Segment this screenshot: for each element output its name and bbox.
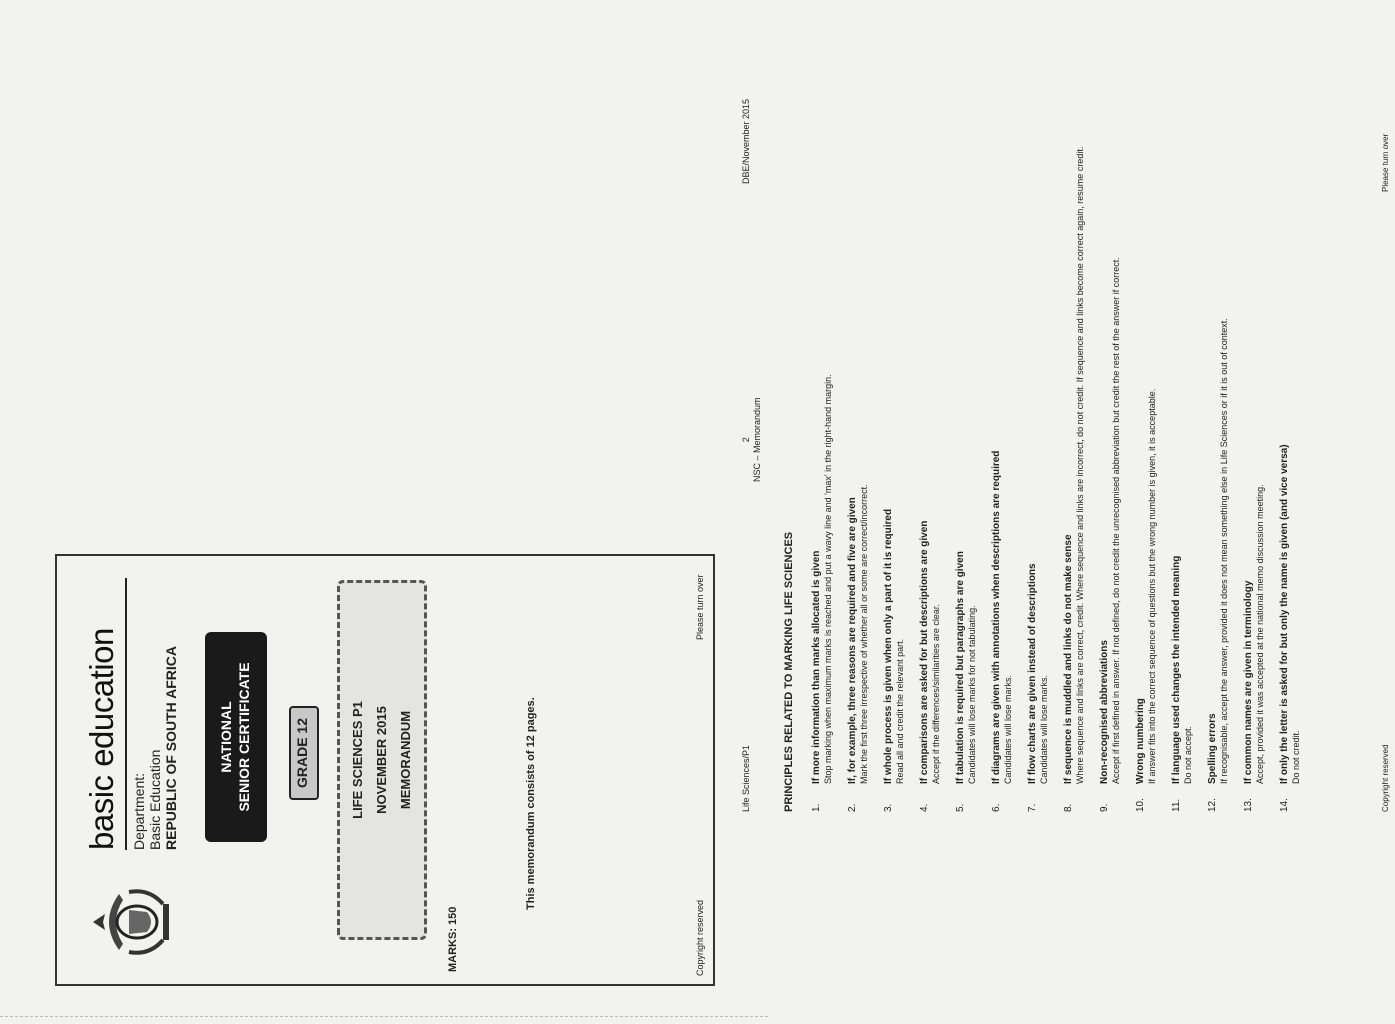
item-heading: If flow charts are given instead of descriptions <box>1027 563 1038 784</box>
item-text: Stop marking when maximum marks is reached and put a wavy line and 'max' in the right-hand margin. <box>823 374 833 784</box>
memo-page <box>735 52 1395 812</box>
item-heading: If more information than marks allocated is given <box>811 550 822 784</box>
memo-content <box>735 52 1395 812</box>
header-doc-type: NSC – Memorandum <box>752 397 762 482</box>
item-heading: If comparisons are asked for but descriptions are given <box>919 520 930 784</box>
list-item <box>955 72 979 812</box>
certificate-line-2: SENIOR CERTIFICATE <box>236 662 252 812</box>
subject-title: LIFE SCIENCES P1 <box>350 701 365 819</box>
list-item <box>991 72 1015 812</box>
item-heading: Spelling errors <box>1207 713 1218 784</box>
item-text: Accept if the differences/similarities are clear. <box>931 604 941 784</box>
item-heading: If whole process is given when only a part of it is required <box>883 508 894 784</box>
department-line-2: Basic Education <box>147 749 163 850</box>
certificate-badge <box>205 632 267 842</box>
item-number: 11. <box>1171 798 1182 812</box>
item-text: Candidates will lose marks. <box>1003 674 1013 784</box>
cover-page <box>55 540 715 1000</box>
item-number: 8. <box>1063 803 1074 812</box>
item-number: 1. <box>811 803 822 812</box>
cover-copyright: Copyright reserved <box>695 899 705 976</box>
item-number: 10. <box>1135 798 1146 812</box>
memo-turn-over: Please turn over <box>1381 133 1390 192</box>
list-item <box>811 72 835 812</box>
certificate-line-1: NATIONAL <box>218 701 234 773</box>
item-heading: Wrong numbering <box>1135 698 1146 784</box>
item-heading: If, for example, three reasons are required and five are given <box>847 497 858 784</box>
item-heading: If common names are given in terminology <box>1243 580 1254 784</box>
item-number: 6. <box>991 803 1002 812</box>
item-number: 3. <box>883 803 894 812</box>
item-heading: If diagrams are given with annotations when descriptions are required <box>991 450 1002 784</box>
item-number: 7. <box>1027 803 1038 812</box>
grade-badge: GRADE 12 <box>289 706 319 800</box>
cover-turn-over: Please turn over <box>695 574 705 640</box>
item-text: Mark the first three irrespective of whether all or some are correct/incorrect. <box>859 484 869 784</box>
item-heading: If tabulation is required but paragraphs are given <box>955 551 966 784</box>
coat-of-arms-icon <box>89 874 173 970</box>
list-item <box>1243 72 1267 812</box>
scan-edge-divider <box>0 1016 768 1018</box>
total-marks: MARKS: 150 <box>447 906 459 972</box>
item-number: 14. <box>1279 798 1290 812</box>
exam-title-box <box>337 580 427 940</box>
item-heading: If sequence is muddled and links do not make sense <box>1063 534 1074 784</box>
item-text: Do not credit. <box>1291 730 1301 784</box>
principles-list <box>811 72 1315 812</box>
document-type: MEMORANDUM <box>398 710 413 810</box>
department-label <box>131 750 163 850</box>
list-item <box>883 72 907 812</box>
principles-heading: PRINCIPLES RELATED TO MARKING LIFE SCIENCES <box>783 531 795 812</box>
item-text: Accept, provided it was accepted at the national memo discussion meeting. <box>1255 484 1265 784</box>
list-item <box>1279 72 1303 812</box>
item-heading: Non-recognised abbreviations <box>1099 640 1110 784</box>
header-subject: Life Sciences/P1 <box>741 744 751 812</box>
list-item <box>919 72 943 812</box>
page-count-note: This memorandum consists of 12 pages. <box>525 697 537 910</box>
list-item <box>1135 72 1159 812</box>
list-item <box>1099 72 1123 812</box>
list-item <box>1027 72 1051 812</box>
item-text: Where sequence and links are correct, credit. Where sequence and links are incorrect, do not credit. If sequence and links become correct again, resume credit. <box>1075 146 1085 784</box>
brand-divider <box>125 578 127 850</box>
item-text: Candidates will lose marks for not tabulating. <box>967 605 977 784</box>
item-number: 9. <box>1099 803 1110 812</box>
page-number: 2 <box>741 437 751 443</box>
item-number: 12. <box>1207 798 1218 812</box>
session-title: NOVEMBER 2015 <box>374 706 389 814</box>
item-number: 13. <box>1243 798 1254 812</box>
header-center <box>741 397 763 482</box>
item-text: Candidates will lose marks. <box>1039 674 1049 784</box>
memo-copyright: Copyright reserved <box>1381 744 1390 812</box>
item-heading: If only the letter is asked for but only the name is given (and vice versa) <box>1279 444 1290 784</box>
item-heading: If language used changes the intended meaning <box>1171 555 1182 784</box>
item-text: Do not accept. <box>1183 725 1193 784</box>
list-item <box>1207 72 1231 812</box>
item-number: 5. <box>955 803 966 812</box>
country-label: REPUBLIC OF SOUTH AFRICA <box>163 645 179 850</box>
item-number: 2. <box>847 803 858 812</box>
list-item <box>1171 72 1195 812</box>
list-item <box>847 72 871 812</box>
item-text: If answer fits into the correct sequence of questions but the wrong number is given, it is acceptable. <box>1147 388 1157 784</box>
item-number: 4. <box>919 803 930 812</box>
item-text: If recognisable, accept the answer, provided it does not mean something else in Life Sciences or if it is out of context. <box>1219 318 1229 784</box>
list-item <box>1063 72 1087 812</box>
item-text: Read all and credit the relevant part. <box>895 638 905 784</box>
item-text: Accept if first defined in answer. If not defined, do not credit the unrecognised abbreviation but credit the rest of the answer if correct. <box>1111 257 1121 784</box>
department-line-1: Department: <box>131 772 147 850</box>
header-date: DBE/November 2015 <box>741 98 751 184</box>
brand-title: basic education <box>83 628 120 850</box>
